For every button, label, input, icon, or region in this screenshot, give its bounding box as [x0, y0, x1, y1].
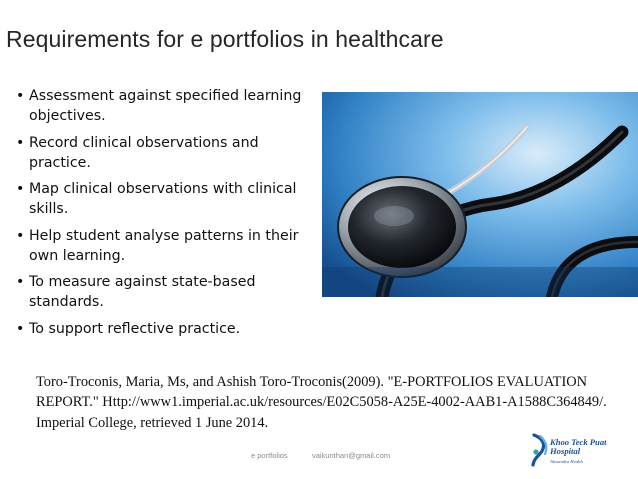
- bullet-text: Assessment against specified learning objectives.: [29, 88, 302, 124]
- hospital-logo: [530, 432, 630, 470]
- hospital-logo-icon: [530, 432, 550, 468]
- bullet-text: Record clinical observations and practice.: [29, 134, 259, 171]
- bullet-item: [16, 226, 321, 266]
- bullet-item: [16, 272, 321, 312]
- footer-email: vaikunthan@gmail.com: [312, 451, 391, 460]
- bullet-marker: •: [16, 134, 25, 151]
- bullet-item: [16, 179, 321, 219]
- stethoscope-photo: [322, 92, 638, 297]
- bullet-text: Help student analyse patterns in their own learning.: [29, 227, 299, 264]
- bullet-marker: •: [16, 227, 25, 244]
- stethoscope-image: [322, 92, 638, 297]
- citation-text: Toro-Troconis, Maria, Ms, and Ashish Toro-Troconis(2009). "E-PORTFOLIOS EVALUATION REPORT." Http://www1.imperial.ac.uk/resources/E02C5058-A25E-4002-AAB1-A1588C364849/. Imperial College, retrieved 1 June 2014.: [36, 374, 607, 431]
- bullet-item: [16, 133, 321, 173]
- bullet-text: To support reflective practice.: [29, 320, 241, 337]
- bullet-marker: •: [16, 320, 25, 337]
- bullet-text: Map clinical observations with clinical skills.: [29, 181, 297, 218]
- hospital-name: Khoo Teck Puat Hospital: [550, 437, 607, 456]
- bullet-item: [16, 86, 321, 126]
- bullet-text: To measure against state-based standards.: [29, 274, 256, 311]
- bullet-marker: •: [16, 181, 25, 198]
- bullet-list: [16, 86, 321, 346]
- hospital-subtitle: Alexandra Health: [550, 459, 583, 464]
- bullet-marker: •: [16, 88, 25, 104]
- footer-title: e portfolios: [251, 451, 288, 460]
- slide-title: Requirements for e portfolios in healthcare: [6, 26, 444, 52]
- bullet-marker: •: [16, 274, 25, 291]
- bullet-item: [16, 319, 321, 339]
